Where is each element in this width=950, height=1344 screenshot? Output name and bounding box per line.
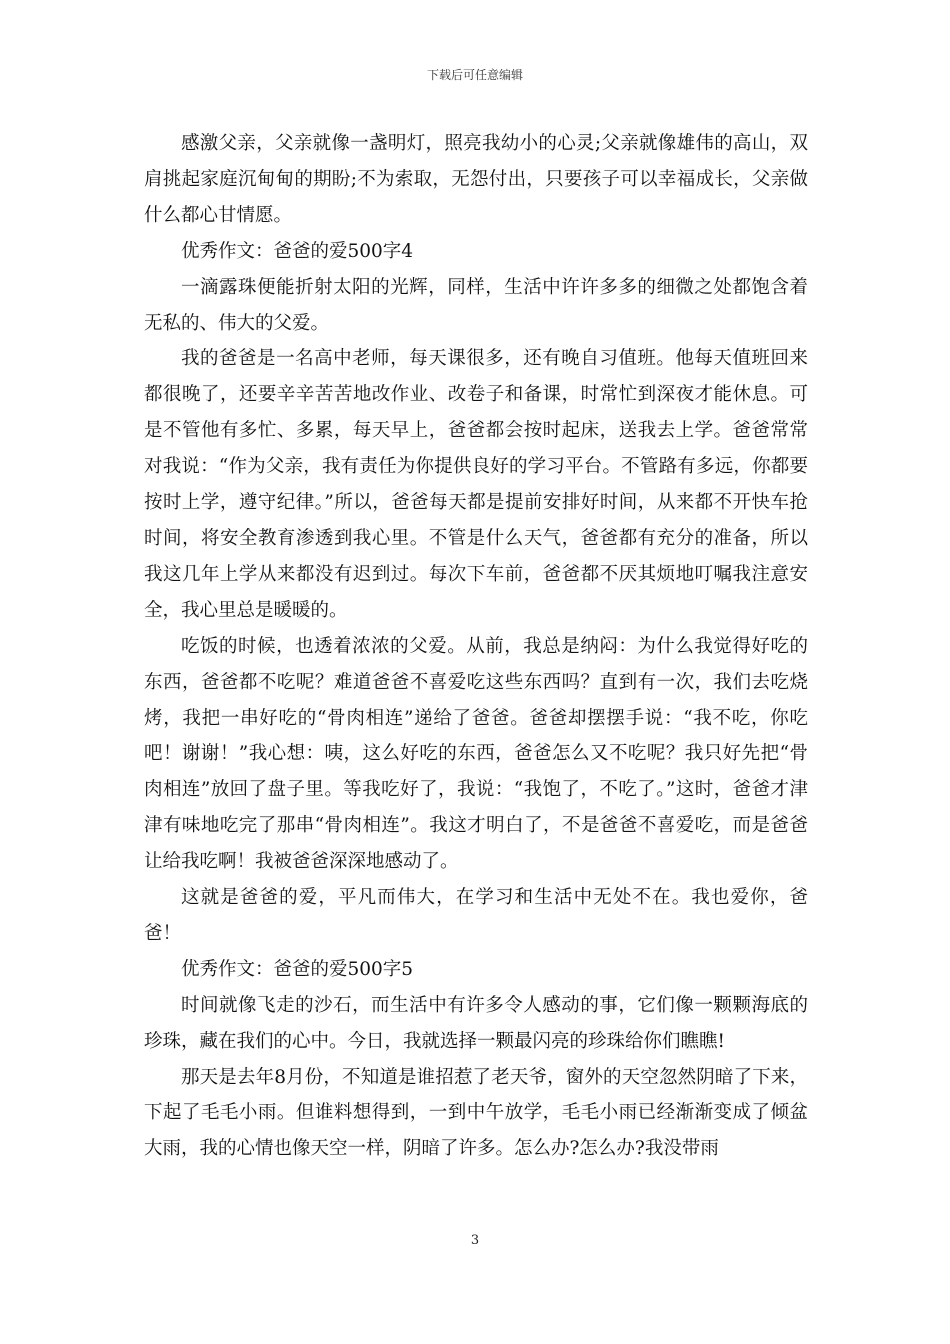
paragraph: 吃饭的时候，也透着浓浓的父爱。从前，我总是纳闷：为什么我觉得好吃的东西，爸爸都不吃呢？难道爸爸不喜爱吃这些东西吗？直到有一次，我们去吃烧烤，我把一串好吃的“骨肉相连”递给了爸爸。爸爸却摆摆手说：“我不吃，你吃吧！谢谢！”我心想：咦，这么好吃的东西，爸爸怎么又不吃呢？我只好先把“骨肉相连”放回了盘子里。等我吃好了，我说：“我饱了，不吃了。”这时，爸爸才津津有味地吃完了那串“骨肉相连”。我这才明白了，不是爸爸不喜爱吃，而是爸爸让给我吃啊！我被爸爸深深地感动了。 [144,635,808,873]
section-heading: 优秀作文：爸爸的爱500字4 [181,240,414,262]
paragraph: 时间就像飞走的沙石，而生活中有许多令人感动的事，它们像一颗颗海底的珍珠，藏在我们的心中。今日，我就选择一颗最闪亮的珍珠给你们瞧瞧! [144,994,808,1052]
page-number: 3 [470,1233,480,1248]
section-heading: 优秀作文：爸爸的爱500字5 [181,958,414,980]
paragraph: 那天是去年8月份，不知道是谁招惹了老天爷，窗外的天空忽然阴暗了下来，下起了毛毛小雨。但谁料想得到，一到中午放学，毛毛小雨已经渐渐变成了倾盆大雨，我的心情也像天空一样，阴暗了许多。怎么办?怎么办?我没带雨 [144,1066,808,1160]
paragraph: 这就是爸爸的爱，平凡而伟大，在学习和生活中无处不在。我也爱你，爸爸！ [144,887,808,944]
paragraph: 感激父亲，父亲就像一盏明灯，照亮我幼小的心灵;父亲就像雄伟的高山，双肩挑起家庭沉甸甸的期盼;不为索取，无怨付出，只要孩子可以幸福成长，父亲做什么都心甘情愿。 [144,133,808,226]
paragraph: 我的爸爸是一名高中老师，每天课很多，还有晚自习值班。他每天值班回来都很晚了，还要辛辛苦苦地改作业、改卷子和备课，时常忙到深夜才能休息。可是不管他有多忙、多累，每天早上，爸爸都会按时起床，送我去上学。爸爸常常对我说：“作为父亲，我有责任为你提供良好的学习平台。不管路有多远，你都要按时上学，遵守纪律。”所以，爸爸每天都是提前安排好时间，从来都不开快车抢时间，将安全教育渗透到我心里。不管是什么天气，爸爸都有充分的准备，所以我这几年上学从来都没有迟到过。每次下车前，爸爸都不厌其烦地叮嘱我注意安全，我心里总是暖暖的。 [144,348,808,621]
paragraph: 一滴露珠便能折射太阳的光辉，同样，生活中许许多多的细微之处都饱含着无私的、伟大的父爱。 [144,276,808,334]
document-body [144,126,808,1167]
page-header: 下载后可任意编辑 [426,68,523,82]
